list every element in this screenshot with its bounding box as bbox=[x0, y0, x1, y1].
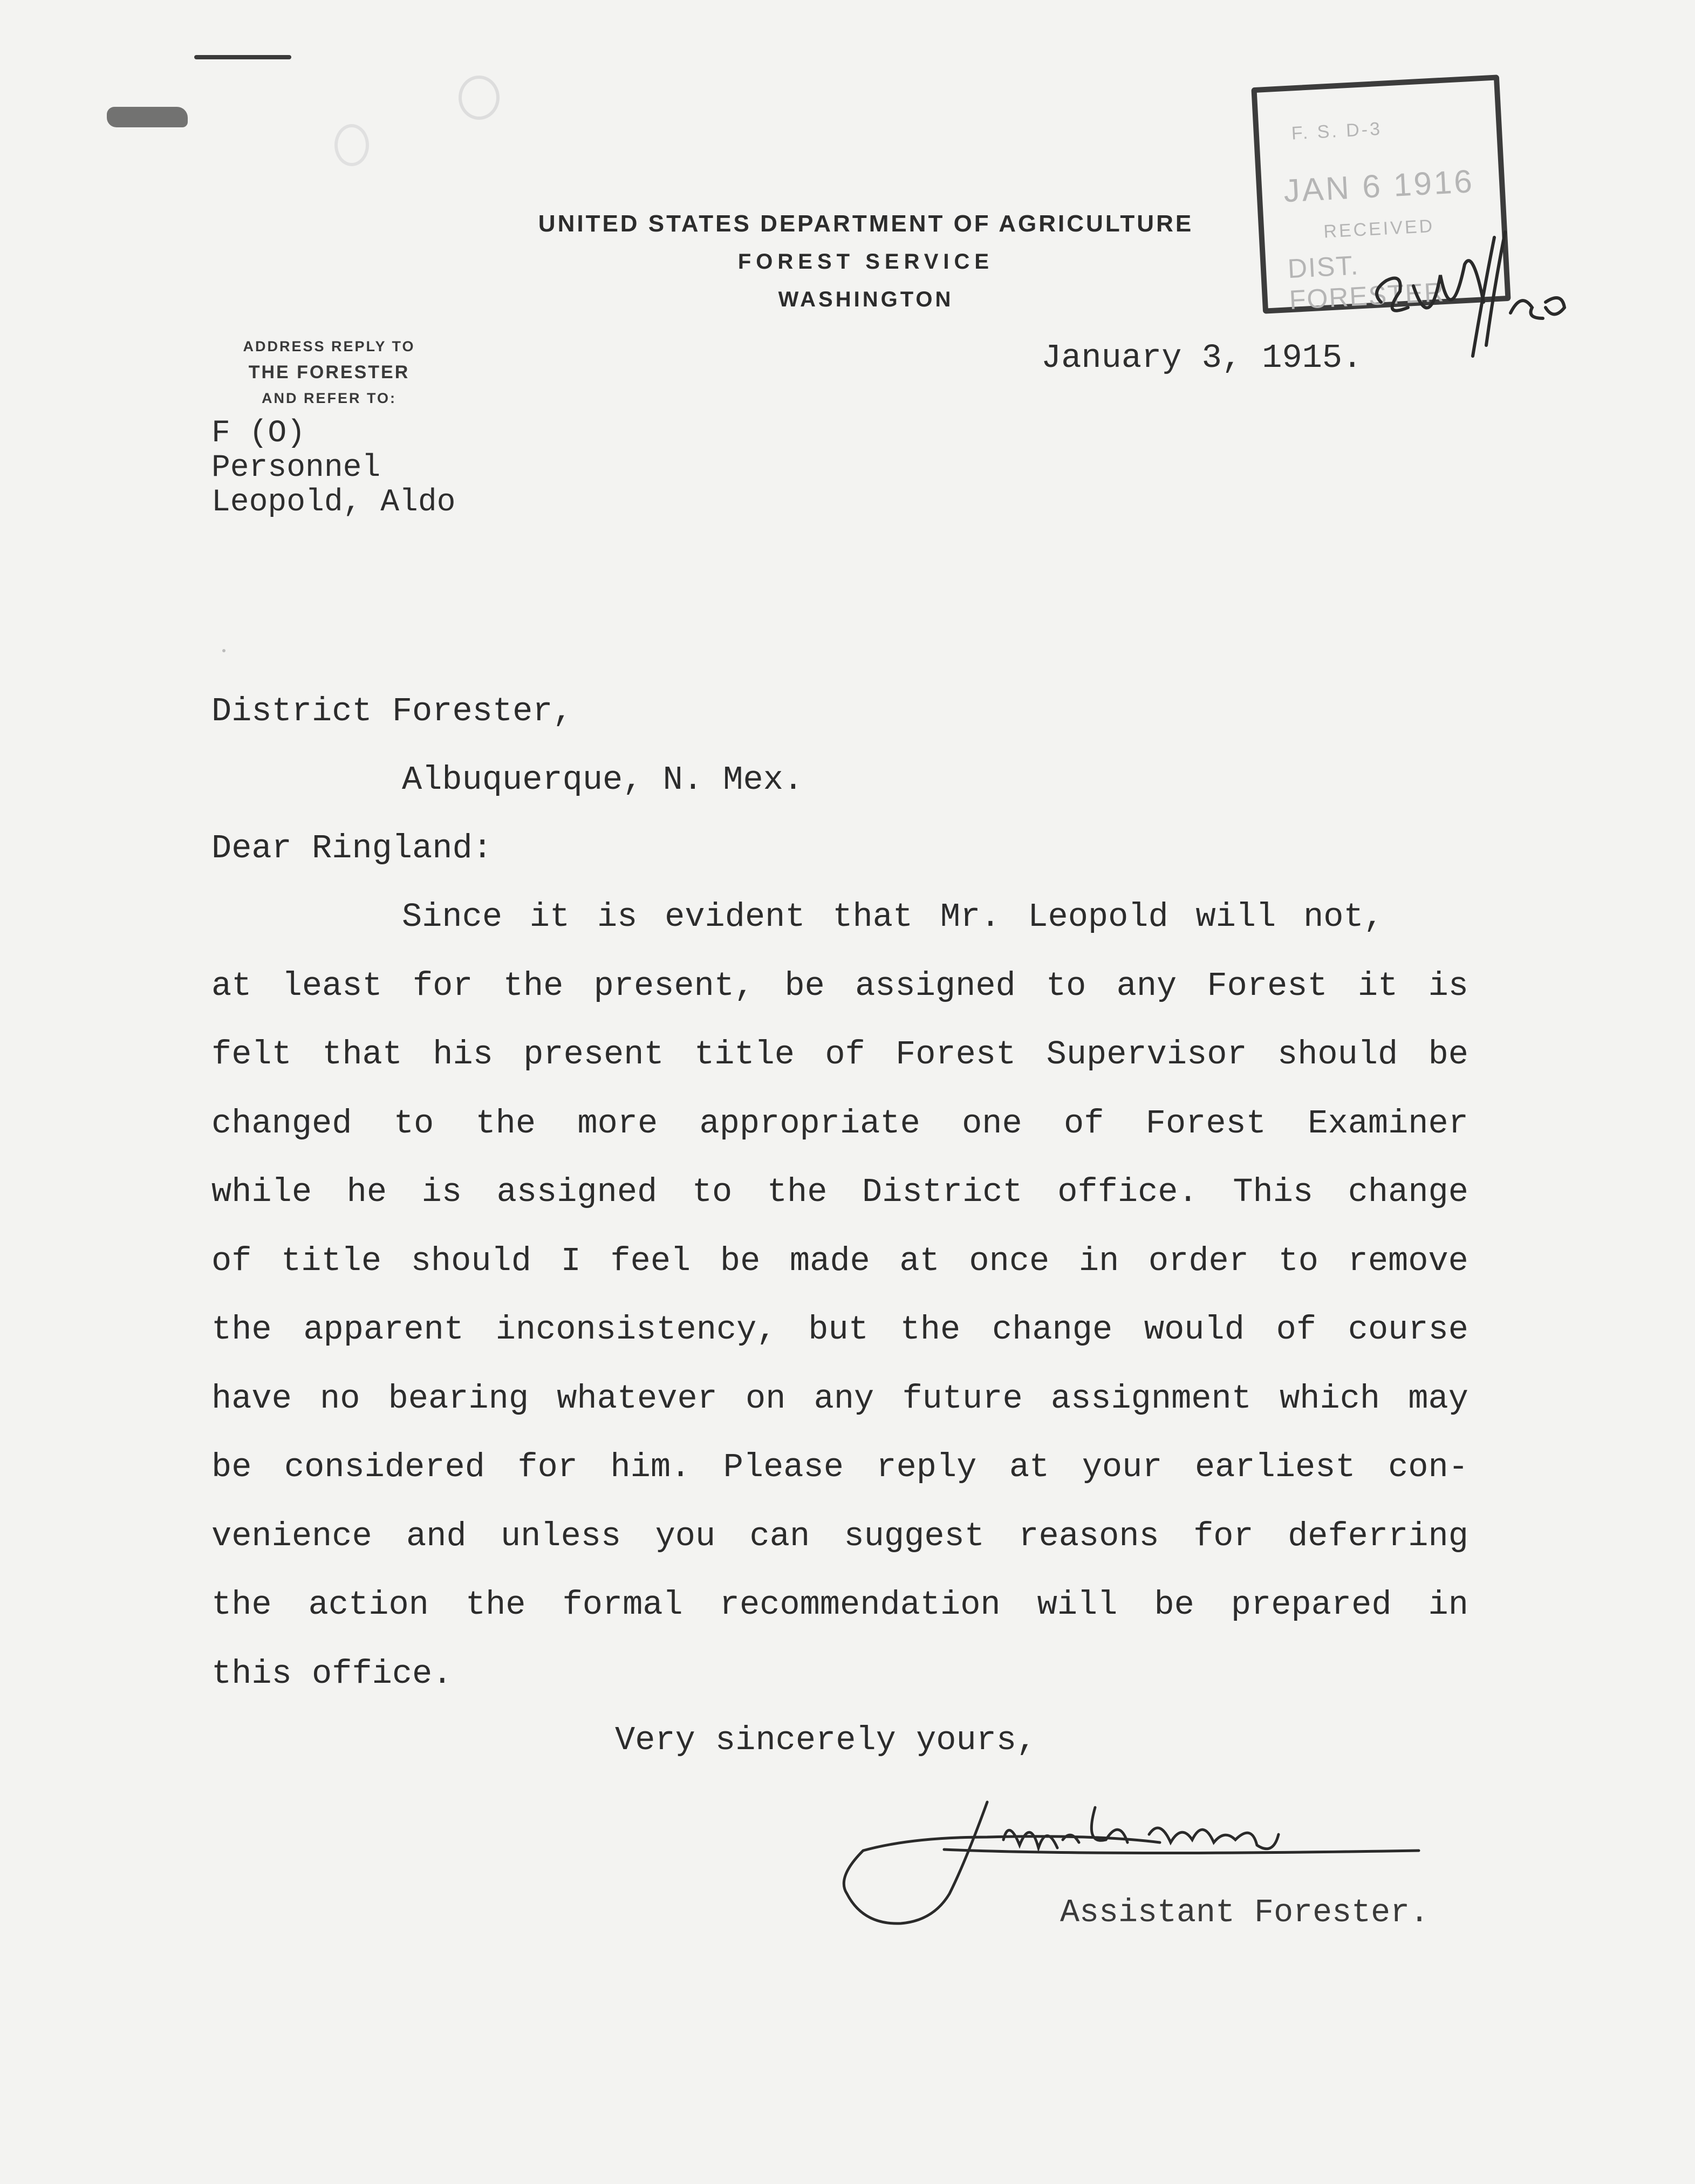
body-line: this office. bbox=[211, 1654, 453, 1693]
addressee-title: District Forester, bbox=[211, 692, 573, 731]
letterhead-department: UNITED STATES DEPARTMENT OF AGRICULTURE bbox=[538, 210, 1194, 237]
handwritten-initials bbox=[1349, 227, 1575, 367]
body-line: be considered for him. Please reply at your earliest con- bbox=[211, 1448, 1468, 1486]
salutation: Dear Ringland: bbox=[211, 829, 493, 868]
letterhead-service: FOREST SERVICE bbox=[737, 250, 994, 274]
faint-circle-mark-2 bbox=[334, 124, 369, 166]
body-line: venience and unless you can suggest reasons for deferring bbox=[211, 1517, 1468, 1555]
reference-code: F (O) bbox=[211, 416, 306, 451]
reference-subject: Personnel bbox=[211, 451, 381, 486]
addressee-city: Albuquerque, N. Mex. bbox=[402, 761, 804, 799]
top-pen-mark bbox=[194, 55, 291, 59]
signer-title: Assistant Forester. bbox=[1060, 1895, 1430, 1932]
stamp-line-3: RECEIVED bbox=[1323, 215, 1436, 242]
body-line: of title should I feel be made at once in order to remove bbox=[211, 1241, 1468, 1280]
reply-instructions bbox=[216, 335, 442, 410]
stamp-line-1: F. S. D-3 bbox=[1290, 118, 1383, 144]
reference-name: Leopold, Aldo bbox=[211, 485, 456, 520]
paper-speck bbox=[222, 649, 225, 652]
body-line: while he is assigned to the District office. This change bbox=[211, 1173, 1468, 1211]
closing: Very sincerely yours, bbox=[615, 1721, 1037, 1759]
reference-block bbox=[211, 417, 455, 520]
letter-date: January 3, 1915. bbox=[1041, 339, 1363, 377]
body-line: have no bearing whatever on any future assignment which may bbox=[211, 1379, 1468, 1418]
faint-circle-mark bbox=[459, 76, 500, 120]
letterhead bbox=[507, 205, 1225, 318]
reply-line-2: THE FORESTER bbox=[248, 362, 410, 383]
ink-blot bbox=[107, 107, 188, 127]
body-line: changed to the more appropriate one of Forest Examiner bbox=[211, 1104, 1468, 1143]
stamp-line-4: DIST. FORESTER bbox=[1287, 250, 1446, 316]
reply-line-1: ADDRESS REPLY TO bbox=[243, 338, 415, 354]
reply-line-3: AND REFER TO: bbox=[261, 390, 397, 406]
body-line: Since it is evident that Mr. Leopold will not, bbox=[402, 898, 1384, 936]
body-line: the action the formal recommendation will be prepared in bbox=[211, 1586, 1468, 1624]
body-line: at least for the present, be assigned to any Forest it is bbox=[211, 966, 1468, 1005]
body-line: felt that his present title of Forest Supervisor should be bbox=[211, 1035, 1468, 1074]
body-line: the apparent inconsistency, but the change would of course bbox=[211, 1311, 1468, 1349]
letterhead-city: WASHINGTON bbox=[778, 288, 954, 311]
stamp-date: JAN 6 1916 bbox=[1282, 162, 1475, 209]
